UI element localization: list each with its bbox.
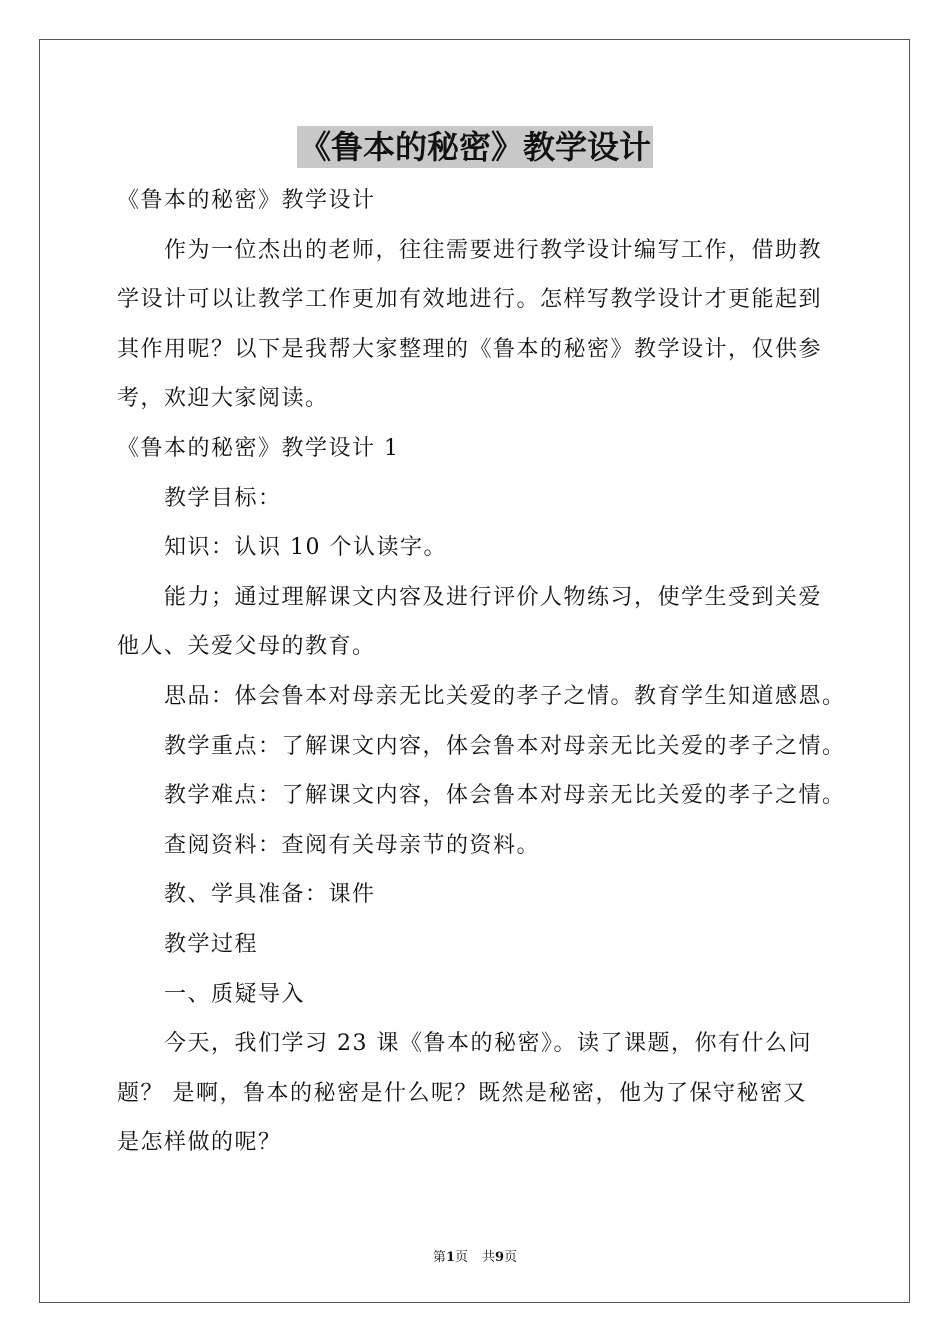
text-line: 作为一位杰出的老师，往往需要进行教学设计编写工作，借助教 <box>164 237 823 263</box>
text-line: 《鲁本的秘密》教学设计 <box>117 188 376 213</box>
text-line: 是怎样做的呢？ <box>117 1130 282 1156</box>
text-line: 他人、关爱父母的教育。 <box>117 634 376 660</box>
text-line: 教、学具准备：课件 <box>164 882 376 908</box>
text-line: 一、质疑导入 <box>164 981 306 1007</box>
page-footer <box>0 1246 950 1265</box>
page-label-suffix: 页 <box>454 1250 468 1265</box>
text-line: 思品：体会鲁本对母亲无比关爱的孝子之情。教育学生知道感恩。 <box>164 683 846 709</box>
title-wrap <box>0 126 950 168</box>
total-pages: 9 <box>495 1250 505 1265</box>
page-label-prefix: 第 <box>432 1250 446 1265</box>
text-line: 教学难点：了解课文内容，体会鲁本对母亲无比关爱的孝子之情。 <box>164 783 846 809</box>
text-line: 知识：认识 10 个认读字。 <box>164 535 447 561</box>
document-title: 《鲁本的秘密》教学设计 <box>298 128 651 166</box>
text-line: 《鲁本的秘密》教学设计 1 <box>117 435 400 461</box>
page-number: 1 <box>445 1250 455 1265</box>
total-label-suffix: 页 <box>504 1250 518 1265</box>
text-line: 学设计可以让教学工作更加有效地进行。怎样写教学设计才更能起到 <box>117 287 823 313</box>
text-line: 能力；通过理解课文内容及进行评价人物练习，使学生受到关爱 <box>164 584 823 610</box>
text-line: 教学目标： <box>164 485 282 511</box>
text-line: 教学过程 <box>164 931 259 957</box>
text-line: 查阅资料：查阅有关母亲节的资料。 <box>164 832 541 858</box>
text-line: 今天，我们学习 23 课《鲁本的秘密》。读了课题，你有什么问 <box>164 1031 812 1057</box>
text-line: 考，欢迎大家阅读。 <box>117 386 329 412</box>
text-line: 教学重点：了解课文内容，体会鲁本对母亲无比关爱的孝子之情。 <box>164 733 846 759</box>
document-body <box>117 176 857 1168</box>
total-label-prefix: 共 <box>482 1250 496 1265</box>
text-line: 其作用呢？以下是我帮大家整理的《鲁本的秘密》教学设计，仅供参 <box>117 336 823 362</box>
text-line: 题？ 是啊，鲁本的秘密是什么呢？既然是秘密，他为了保守秘密又 <box>117 1080 807 1106</box>
